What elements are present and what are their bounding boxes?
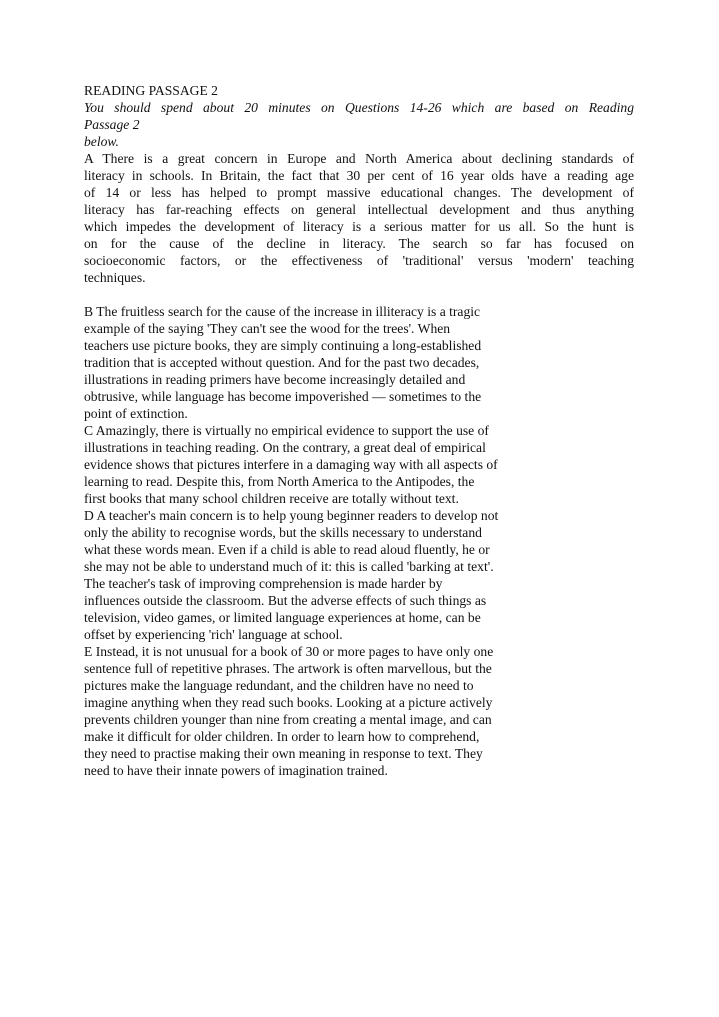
paragraph-e-line: imagine anything when they read such books. Looking at a picture actively xyxy=(84,695,493,710)
paragraph-d xyxy=(84,507,634,643)
paragraph-a-line: techniques. xyxy=(84,270,146,285)
paragraph-e-line: sentence full of repetitive phrases. The artwork is often marvellous, but the xyxy=(84,661,492,676)
paragraph-d-line: influences outside the classroom. But the adverse effects of such things as xyxy=(84,593,487,608)
paragraph-d-line: television, video games, or limited language experiences at home, can be xyxy=(84,610,481,625)
paragraph-e-line: pictures make the language redundant, and the children have no need to xyxy=(84,678,474,693)
passage-heading: READING PASSAGE 2 xyxy=(84,83,218,98)
paragraph-d-line: she may not be able to understand much of it: this is called 'barking at text'. xyxy=(84,559,494,574)
paragraph-c-line: illustrations in teaching reading. On the contrary, a great deal of empirical xyxy=(84,440,486,455)
paragraph-a-line: which impedes the development of literacy is a serious matter for us all. So the hunt is xyxy=(84,219,634,234)
paragraph-b xyxy=(84,303,634,422)
paragraph-d-line: only the ability to recognise words, but the skills necessary to understand xyxy=(84,525,482,540)
paragraph-b-line: point of extinction. xyxy=(84,406,188,421)
paragraph-c-line: learning to read. Despite this, from North America to the Antipodes, the xyxy=(84,474,475,489)
paragraph-e-line: need to have their innate powers of imagination trained. xyxy=(84,763,388,778)
paragraph-e xyxy=(84,643,634,779)
instruction-line-1: You should spend about 20 minutes on Questions 14-26 which are based on Reading xyxy=(84,100,634,115)
paragraph-d-line: what these words mean. Even if a child is able to read aloud fluently, he or xyxy=(84,542,490,557)
paragraph-c-line: evidence shows that pictures interfere in a damaging way with all aspects of xyxy=(84,457,498,472)
paragraph-a-line: on for the cause of the decline in literacy. The search so far has focused on xyxy=(84,236,634,251)
paragraph-a-line: literacy in schools. In Britain, the fact that 30 per cent of 16 year olds have a reading age xyxy=(84,168,634,183)
paragraph-a-line: literacy has far-reaching effects on general intellectual development and thus anything xyxy=(84,202,634,217)
instruction-line-2: Passage 2 xyxy=(84,117,140,132)
paragraph-e-line: E Instead, it is not unusual for a book of 30 or more pages to have only one xyxy=(84,644,494,659)
paragraph-spacer xyxy=(84,286,634,303)
instruction-line-3: below. xyxy=(84,134,119,149)
paragraph-a xyxy=(84,150,634,286)
document-page xyxy=(84,82,634,779)
paragraph-e-line: prevents children younger than nine from creating a mental image, and can xyxy=(84,712,492,727)
paragraph-b-line: tradition that is accepted without question. And for the past two decades, xyxy=(84,355,480,370)
paragraph-d-line: The teacher's task of improving comprehension is made harder by xyxy=(84,576,443,591)
paragraph-b-line: example of the saying 'They can't see the wood for the trees'. When xyxy=(84,321,451,336)
paragraph-c xyxy=(84,422,634,507)
paragraph-a-line: A There is a great concern in Europe and North America about declining standards of xyxy=(84,151,634,166)
paragraph-b-line: B The fruitless search for the cause of the increase in illiteracy is a tragic xyxy=(84,304,481,319)
paragraph-d-line: D A teacher's main concern is to help young beginner readers to develop not xyxy=(84,508,499,523)
paragraph-a-line: socioeconomic factors, or the effectiveness of 'traditional' versus 'modern' teaching xyxy=(84,253,634,268)
paragraph-c-line: C Amazingly, there is virtually no empirical evidence to support the use of xyxy=(84,423,489,438)
paragraph-b-line: teachers use picture books, they are simply continuing a long-established xyxy=(84,338,482,353)
paragraph-d-line: offset by experiencing 'rich' language at school. xyxy=(84,627,343,642)
paragraph-e-line: they need to practise making their own meaning in response to text. They xyxy=(84,746,483,761)
paragraph-b-line: illustrations in reading primers have become increasingly detailed and xyxy=(84,372,466,387)
paragraph-c-line: first books that many school children receive are totally without text. xyxy=(84,491,459,506)
paragraph-b-line: obtrusive, while language has become impoverished — sometimes to the xyxy=(84,389,482,404)
paragraph-e-line: make it difficult for older children. In order to learn how to comprehend, xyxy=(84,729,480,744)
paragraph-a-line: of 14 or less has helped to prompt massive educational changes. The development of xyxy=(84,185,634,200)
